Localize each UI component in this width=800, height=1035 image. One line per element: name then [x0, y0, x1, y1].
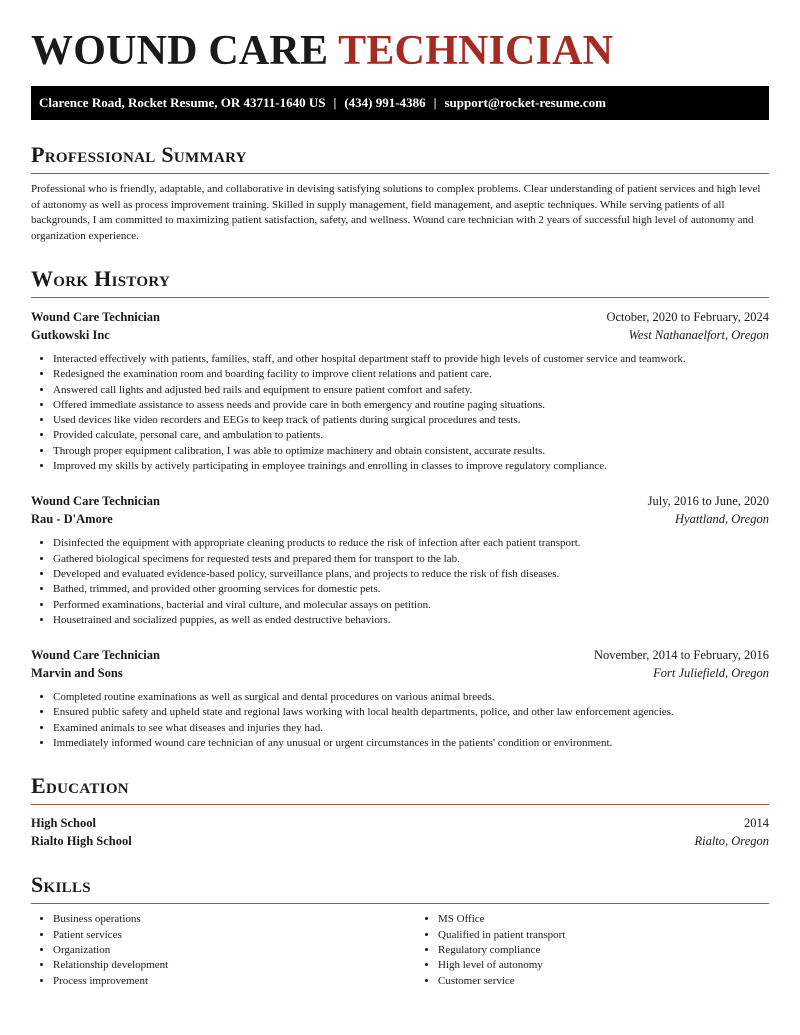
section-divider	[31, 903, 769, 904]
skill-item: • Regulatory compliance	[438, 943, 769, 958]
job-title: Wound Care Technician	[31, 310, 160, 324]
job-company: Marvin and Sons	[31, 666, 123, 681]
job-bullet: • Used devices like video recorders and EEGs to keep track of patients during surgical procedures and tests.	[53, 413, 769, 428]
job-dates: July, 2016 to June, 2020	[647, 494, 769, 509]
summary-text: Professional who is friendly, adaptable, and collaborative in devising satisfying solutions to complex problems. Clear understanding of patient services and high level of autonomy as well as process improvement training. Skilled in supply management, field management, and aseptic techniques. While serving patients of all backgrounds, I am committed to maximizing patient satisfaction, safety, and wellness. Wound care technician with 2 years of successful high level of autonomy and organization experience.	[31, 183, 761, 242]
job-company: Rau - D'Amore	[31, 512, 113, 527]
job-bullet: • Completed routine examinations as well as surgical and dental procedures on various animal breeds.	[53, 690, 769, 705]
work-history-heading: Work History	[31, 266, 171, 291]
skill-item: • Qualified in patient transport	[438, 928, 769, 943]
resume-name	[31, 28, 769, 74]
job-header-row	[31, 308, 769, 326]
job-bullet: • Gathered biological specimens for requested tests and prepared them for transport to the lab.	[53, 552, 769, 567]
skill-item: • Customer service	[438, 974, 769, 989]
job-location: Hyattland, Oregon	[675, 512, 769, 527]
job-bullets	[31, 690, 769, 751]
education-degree-row	[31, 814, 769, 832]
job-bullets	[31, 352, 769, 474]
education-year: 2014	[744, 816, 769, 831]
skill-item: • Organization	[53, 943, 416, 958]
skills-columns	[31, 912, 769, 988]
contact-separator: |	[433, 95, 437, 110]
skill-item: • Business operations	[53, 912, 416, 927]
job-bullets	[31, 536, 769, 628]
job-bullet: • Answered call lights and adjusted bed rails and equipment to ensure patient comfort and safety.	[53, 383, 769, 398]
contact-bar	[31, 86, 769, 120]
contact-phone: (434) 991-4386	[344, 95, 426, 110]
job-location: West Nathanaelfort, Oregon	[628, 328, 769, 342]
skills-left-column	[31, 912, 416, 988]
job-bullet: • Developed and evaluated evidence-based policy, surveillance plans, and projects to reduce the risk of fish diseases.	[53, 567, 769, 582]
job-bullet: • Interacted effectively with patients, families, staff, and other hospital department staff to provide high levels of customer service and teamwork.	[53, 352, 769, 367]
job-header-row	[31, 646, 769, 664]
section-divider	[31, 804, 769, 805]
job-dates: November, 2014 to February, 2016	[593, 648, 769, 663]
job-title: Wound Care Technician	[31, 648, 160, 663]
education-heading: Education	[31, 773, 129, 799]
job-dates: October, 2020 to February, 2024	[606, 310, 769, 324]
job-bullet: • Ensured public safety and upheld state and regional laws working with local health departments, police, and other law enforcement agencies.	[53, 705, 769, 720]
skill-item: • MS Office	[438, 912, 769, 927]
job-bullet: • Improved my skills by actively participating in employee trainings and enrolling in classes to improve regulatory compliance.	[53, 459, 769, 474]
skill-item: • Patient services	[53, 928, 416, 943]
section-divider	[31, 173, 769, 174]
education-location: Rialto, Oregon	[694, 834, 769, 849]
contact-address: Clarence Road, Rocket Resume, OR 43711-1640 US	[39, 95, 326, 110]
education-school: Rialto High School	[31, 834, 132, 849]
job-company-row	[31, 664, 769, 682]
job-entry	[31, 646, 769, 751]
education-school-row	[31, 832, 769, 850]
contact-separator: |	[333, 95, 337, 110]
job-bullet: • Housetrained and socialized puppies, as well as ended destructive behaviors.	[53, 613, 769, 628]
job-bullet: • Immediately informed wound care technician of any unusual or urgent circumstances in the patients' condition or environment.	[53, 736, 769, 751]
section-divider	[31, 297, 769, 298]
skill-item: • Process improvement	[53, 974, 416, 989]
education-degree: High School	[31, 816, 96, 831]
summary-heading: Professional Summary	[31, 142, 247, 167]
job-bullet: • Redesigned the examination room and boarding facility to improve client relations and patient care.	[53, 367, 769, 382]
job-company-row	[31, 510, 769, 528]
skill-item: • Relationship development	[53, 958, 416, 973]
job-bullet: • Provided calculate, personal care, and ambulation to patients.	[53, 428, 769, 443]
job-bullet: • Through proper equipment calibration, I was able to optimize machinery and obtain consistent, accurate results.	[53, 444, 769, 459]
job-bullet: • Disinfected the equipment with appropriate cleaning products to reduce the risk of infection after each patient transport.	[53, 536, 769, 551]
name-last: TECHNICIAN	[338, 28, 614, 74]
job-entry	[31, 308, 769, 474]
job-location: Fort Juliefield, Oregon	[653, 666, 769, 681]
job-bullet: • Performed examinations, bacterial and viral culture, and molecular assays on petition.	[53, 598, 769, 613]
job-bullet: • Offered immediate assistance to assess needs and provide care in both emergency and routine paging situations.	[53, 398, 769, 413]
job-company: Gutkowski Inc	[31, 328, 110, 342]
job-header-row	[31, 492, 769, 510]
skills-right-column	[416, 912, 769, 988]
skills-heading: Skills	[31, 872, 91, 898]
contact-email: support@rocket-resume.com	[444, 95, 606, 110]
job-bullet: • Examined animals to see what diseases and injuries they had.	[53, 721, 769, 736]
job-company-row	[31, 326, 769, 344]
job-entry	[31, 492, 769, 628]
name-first: WOUND CARE	[31, 28, 329, 74]
job-bullet: • Bathed, trimmed, and provided other grooming services for domestic pets.	[53, 582, 769, 597]
education-entry	[31, 814, 769, 850]
job-title: Wound Care Technician	[31, 494, 160, 509]
skill-item: • High level of autonomy	[438, 958, 769, 973]
